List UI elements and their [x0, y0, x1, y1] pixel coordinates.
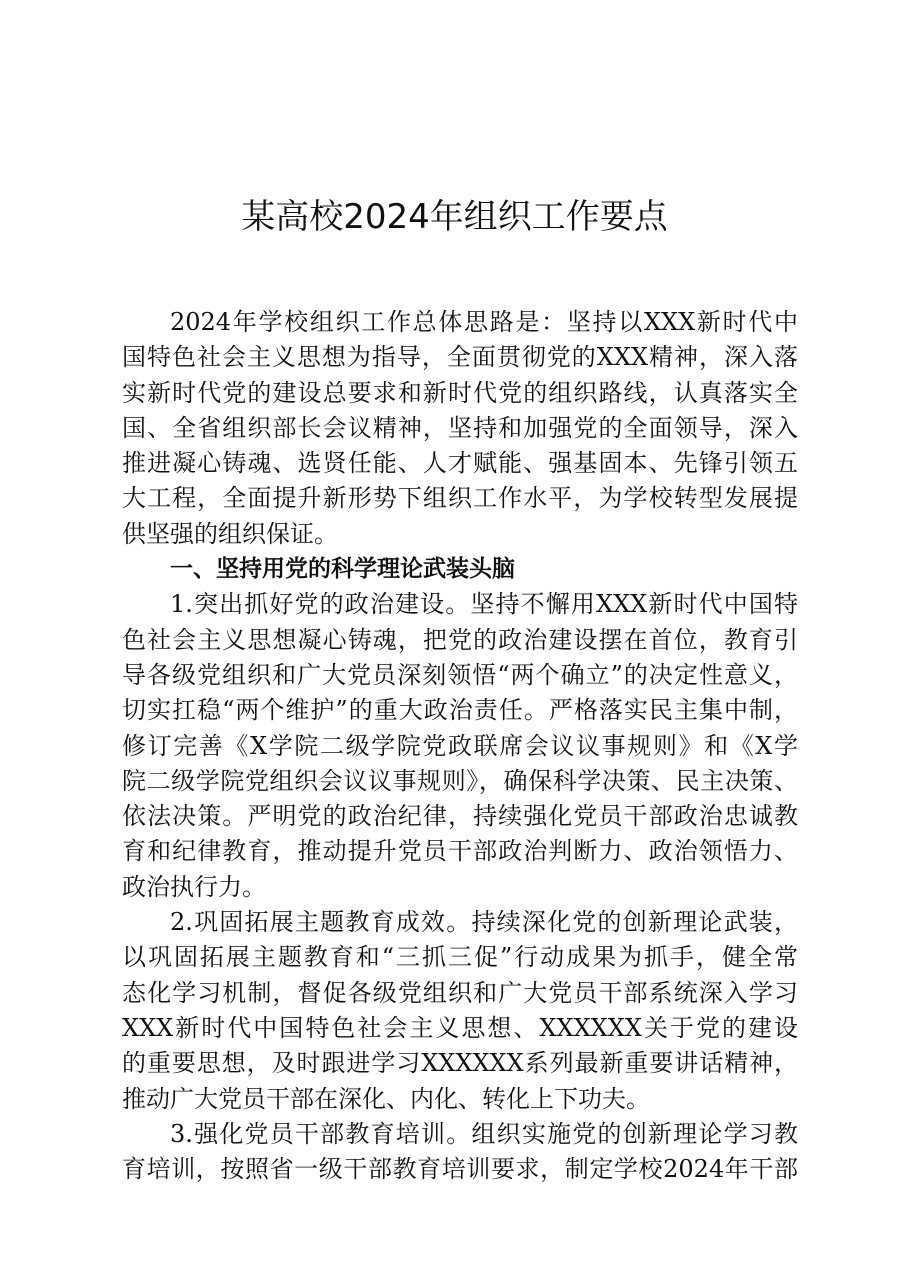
- paragraph-line: 大工程，全面提升新形势下组织工作水平，为学校转型发展提: [122, 484, 798, 513]
- paragraph-line: 修订完善《X学院二级学院党政联席会议议事规则》和《X学: [122, 731, 798, 760]
- paragraph-line: 色社会主义思想凝心铸魂，把党的政治建设摆在首位，教育引: [122, 625, 798, 654]
- document-title: 某高校2024年组织工作要点: [241, 197, 668, 237]
- section-heading: 一、坚持用党的科学理论武装头脑: [170, 556, 515, 583]
- paragraph-line: 的重要思想，及时跟进学习XXXXXX系列最新重要讲话精神，: [122, 1049, 798, 1078]
- paragraph-line: 态化学习机制，督促各级党组织和广大党员干部系统深入学习: [122, 978, 798, 1007]
- paragraph-line: 供坚强的组织保证。: [122, 519, 338, 548]
- paragraph-line: 切实扛稳“两个维护”的重大政治责任。严格落实民主集中制，: [122, 696, 798, 725]
- paragraph-line: 1.突出抓好党的政治建设。坚持不懈用XXX新时代中国特: [170, 590, 798, 619]
- paragraph-line: XXX新时代中国特色社会主义思想、XXXXXX关于党的建设: [122, 1013, 798, 1042]
- paragraph-line: 育和纪律教育，推动提升党员干部政治判断力、政治领悟力、: [122, 837, 798, 866]
- paragraph-line: 国特色社会主义思想为指导，全面贯彻党的XXX精神，深入落: [122, 343, 798, 372]
- paragraph-line: 以巩固拓展主题教育和“三抓三促”行动成果为抓手，健全常: [122, 943, 798, 972]
- paragraph-line: 育培训，按照省一级干部教育培训要求，制定学校2024年干部: [122, 1155, 798, 1184]
- paragraph-line: 2.巩固拓展主题教育成效。持续深化党的创新理论武装，: [170, 908, 798, 937]
- document-body: [122, 305, 798, 1187]
- paragraph-line: 导各级党组织和广大党员深刻领悟“两个确立”的决定性意义，: [122, 660, 798, 689]
- paragraph-line: 院二级学院党组织会议议事规则》，确保科学决策、民主决策、: [122, 766, 798, 795]
- paragraph-line: 政治执行力。: [122, 872, 266, 901]
- paragraph-line: 2024年学校组织工作总体思路是：坚持以XXX新时代中: [170, 308, 798, 336]
- paragraph-line: 实新时代党的建设总要求和新时代党的组织路线，认真落实全: [122, 378, 798, 407]
- paragraph-line: 依法决策。严明党的政治纪律，持续强化党员干部政治忠诚教: [122, 802, 798, 831]
- paragraph-line: 推进凝心铸魂、选贤任能、人才赋能、强基固本、先锋引领五: [122, 449, 798, 478]
- paragraph-line: 3.强化党员干部教育培训。组织实施党的创新理论学习教: [170, 1119, 798, 1148]
- paragraph-line: 推动广大党员干部在深化、内化、转化上下功夫。: [122, 1084, 650, 1113]
- paragraph-line: 国、全省组织部长会议精神，坚持和加强党的全面领导，深入: [122, 413, 798, 442]
